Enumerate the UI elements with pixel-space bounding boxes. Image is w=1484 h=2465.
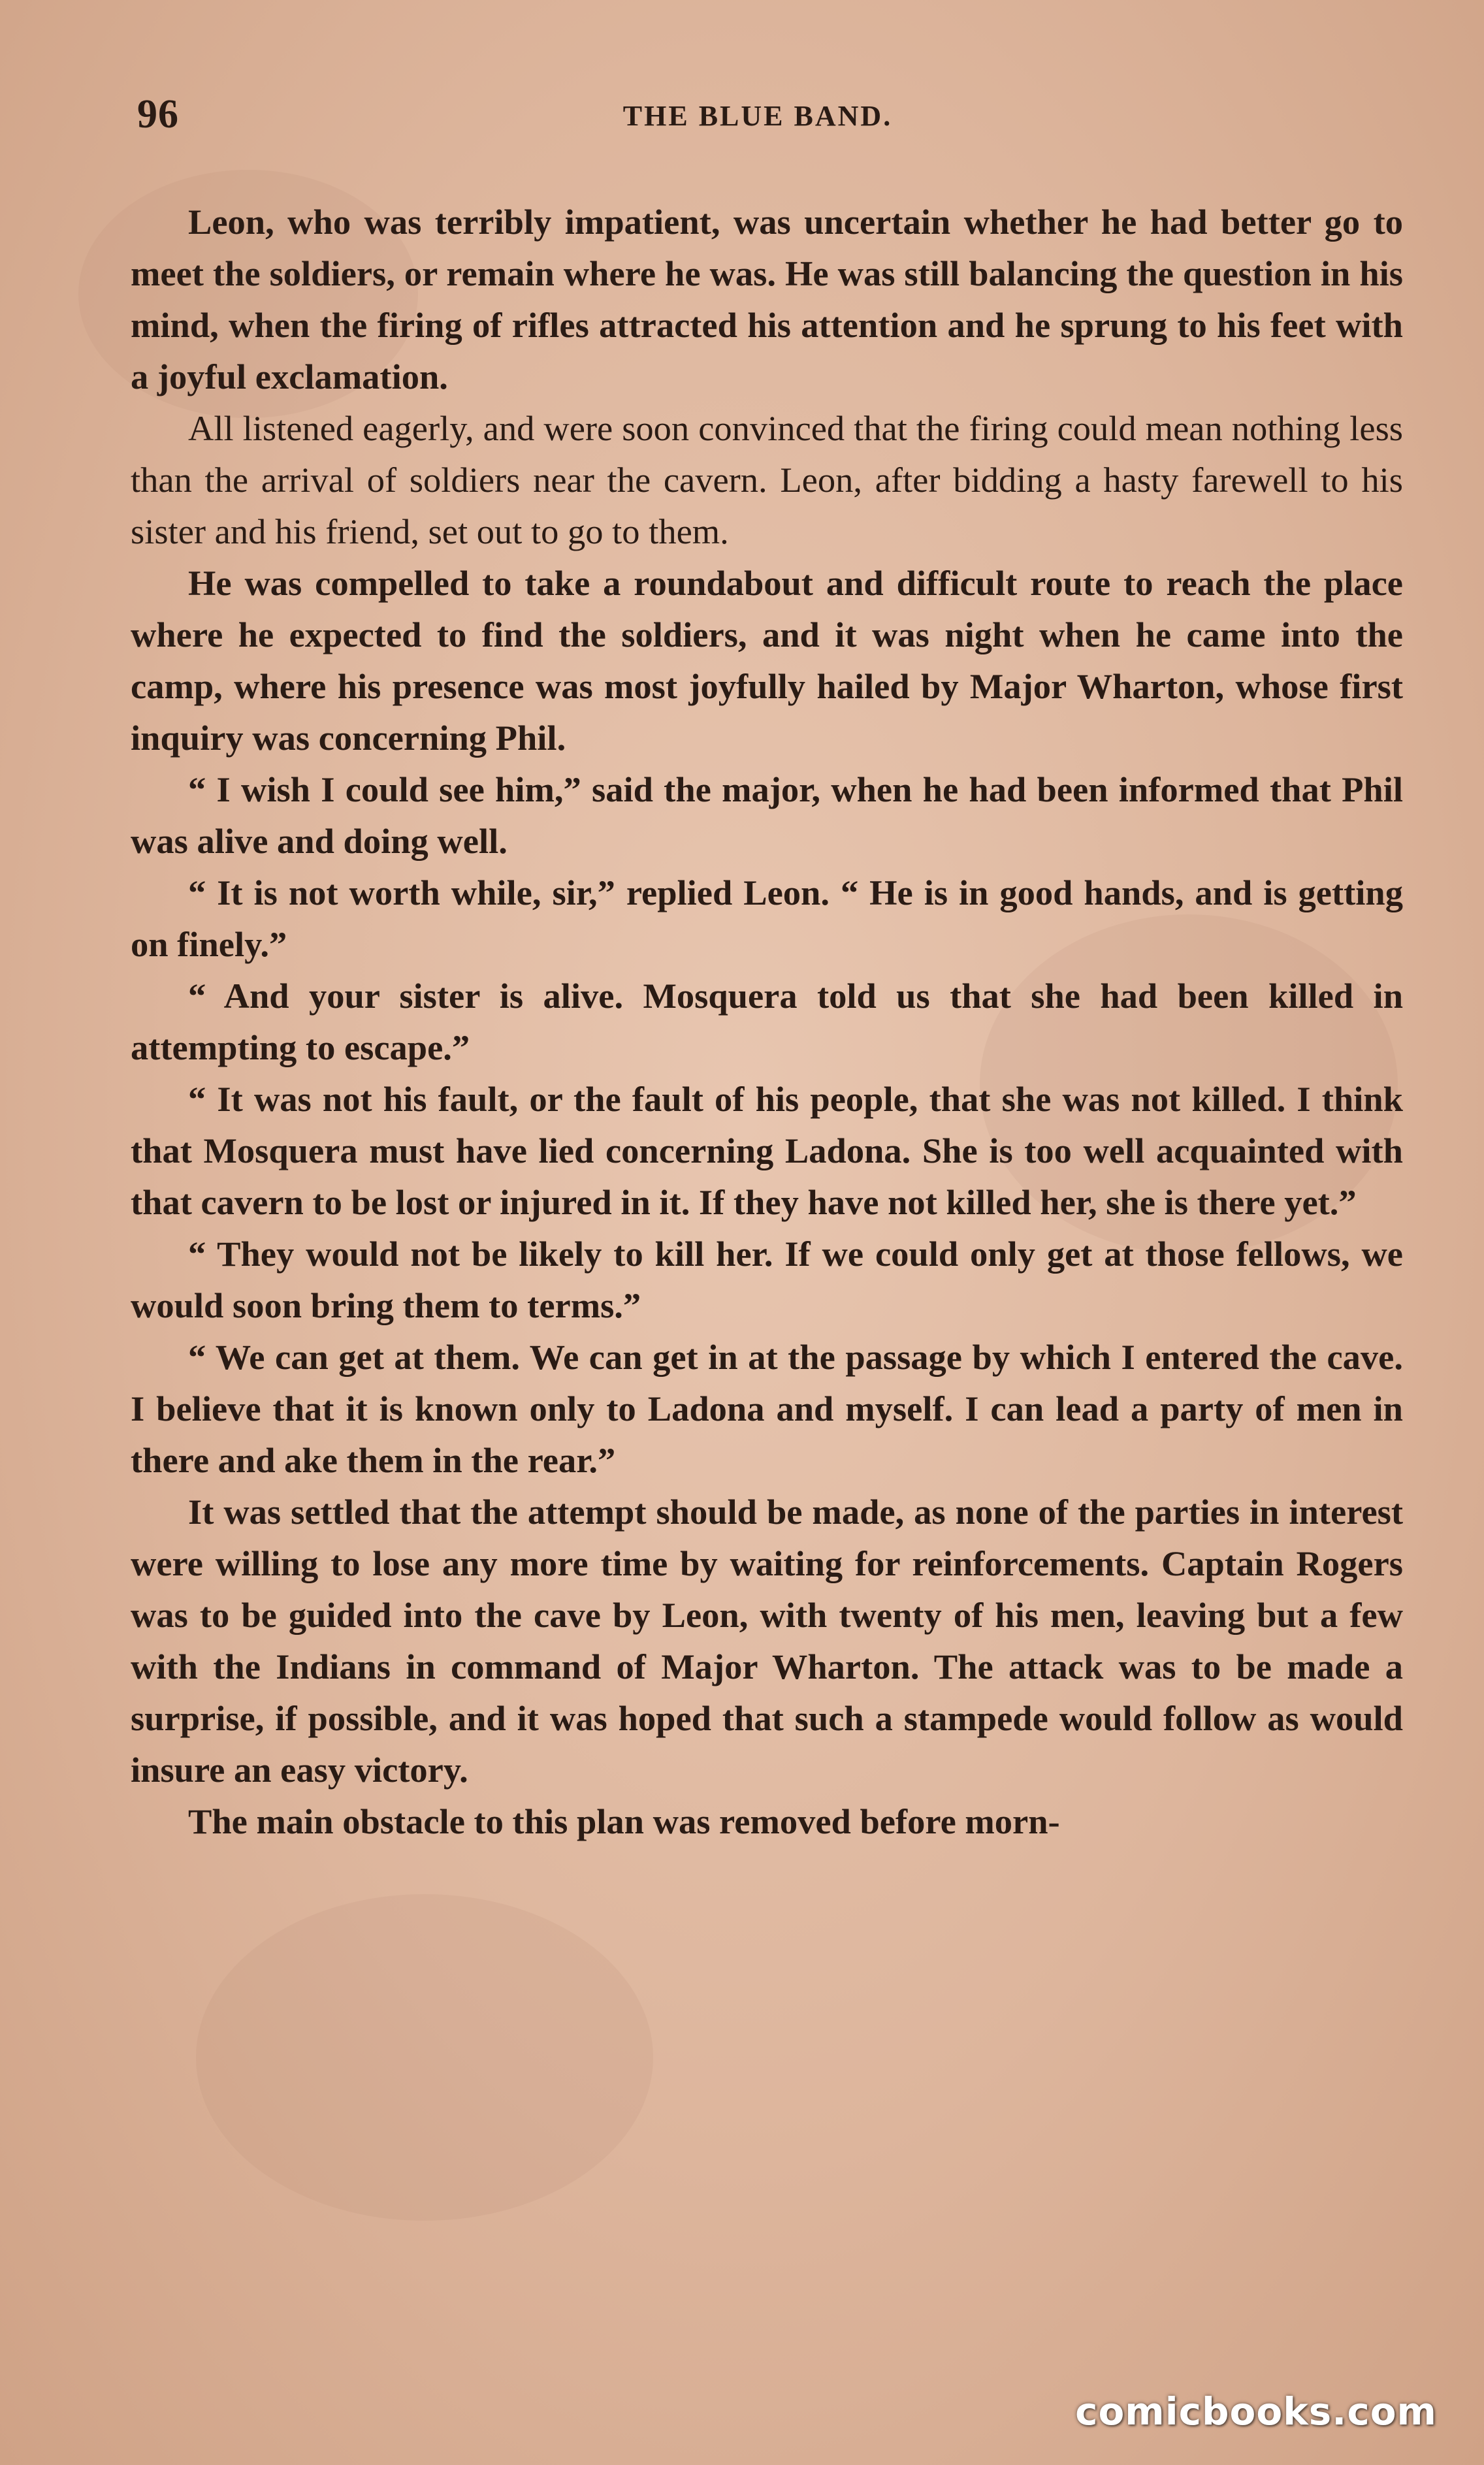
body-text (131, 196, 1403, 1847)
paper-stain (196, 1894, 653, 2221)
running-head (131, 91, 1385, 144)
paragraph: “ We can get at them. We can get in at the passage by which I entered the cave. I believe that it is known only to Ladona and myself. I can lead a party of men in there and ake them in the rear.” (131, 1337, 1403, 1480)
paragraph: The main obstacle to this plan was removed before morn- (188, 1801, 1060, 1841)
page-number: 96 (137, 92, 179, 137)
paragraph: He was compelled to take a roundabout and difficult route to reach the place where he expected to find the soldiers, and it was night when he came into the camp, where his presence was most joyfully hailed by Major Wharton, whose first inquiry was concerning Phil. (131, 563, 1403, 758)
paragraph: “ They would not be likely to kill her. If we could only get at those fellows, we would soon bring them to terms.” (131, 1234, 1403, 1325)
paragraph: “ And your sister is alive. Mosquera told us that she had been killed in attempting to escape.” (131, 976, 1403, 1067)
paragraph: It was settled that the attempt should be made, as none of the parties in interest were willing to lose any more time by waiting for reinforcements. Captain Rogers was to be guided into the cave by Leon, with twenty of his men, leaving but a few with the Indians in command of Major Wharton. The attack was to be made a surprise, if possible, and it was hoped that such a stampede would follow as would insure an easy victory. (131, 1492, 1403, 1790)
paragraph: “ I wish I could see him,” said the major, when he had been informed that Phil was alive and doing well. (131, 769, 1403, 861)
paragraph: Leon, who was terribly impatient, was uncertain whether he had better go to meet the soldiers, or remain where he was. He was still balancing the question in his mind, when the firing of rifles attracted his attention and he sprung to his feet with a joyful exclamation. (131, 202, 1403, 396)
paragraph: “ It is not worth while, sir,” replied Leon. “ He is in good hands, and is getting on finely.” (131, 873, 1403, 964)
paragraph: All listened eagerly, and were soon convinced that the firing could mean nothing less than the arrival of soldiers near the cavern. Leon, after bidding a hasty farewell to his sister and his friend, set out to go to them. (131, 408, 1403, 551)
running-title: THE BLUE BAND. (622, 100, 893, 132)
watermark: comicbooks.com (1075, 2389, 1437, 2434)
paragraph: “ It was not his fault, or the fault of his people, that she was not killed. I think that Mosquera must have lied concerning Ladona. She is too well acquainted with that cavern to be lost or injured in it. If they have not killed her, she is there yet.” (131, 1079, 1403, 1222)
